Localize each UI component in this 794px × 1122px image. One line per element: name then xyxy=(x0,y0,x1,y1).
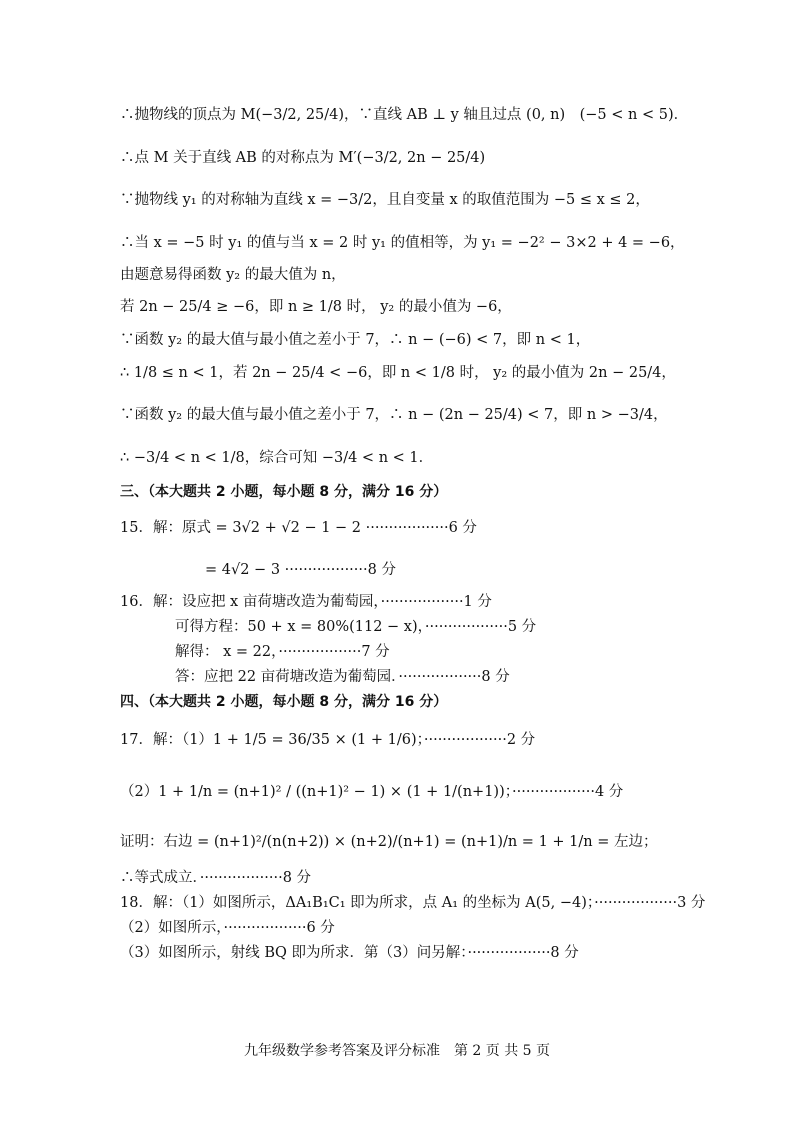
line-axis-of-symmetry: ∵抛物线 y₁ 的对称轴为直线 x = −3/2，且自变量 x 的取值范围为 −5 ≤ x ≤ 2， xyxy=(120,192,650,208)
line-y1-value: ∴当 x = −5 时 y₁ 的值与当 x = 2 时 y₁ 的值相等，为 y₁ = −2² − 3×2 + 4 = −6， xyxy=(120,235,685,251)
section-four-heading: 四、（本大题共 2 小题，每小题 8 分，满分 16 分） xyxy=(120,694,448,710)
line-y2-max: 由题意易得函数 y₂ 的最大值为 n， xyxy=(120,267,346,283)
line-case-1: 若 2n − 25/4 ≥ −6，即 n ≥ 1/8 时， y₂ 的最小值为 −6， xyxy=(120,299,512,315)
q18-line-3: （3）如图所示，射线 BQ 即为所求．第（3）问另解：··················8 分 xyxy=(120,945,579,961)
q15-line-1: 15．解：原式 = 3√2 + √2 − 1 − 2 ··················6 分 xyxy=(120,520,477,536)
line-symmetric-point: ∴点 M 关于直线 AB 的对称点为 M′(−3/2, 2n − 25/4) xyxy=(120,150,486,166)
q17-line-1: 17．解：（1）1 + 1/5 = 36/35 × (1 + 1/6)；··················2 分 xyxy=(120,732,536,748)
q16-line-2: 可得方程：50 + x = 80%(112 − x)，··················5 分 xyxy=(175,619,537,635)
section-three-heading: 三、（本大题共 2 小题，每小题 8 分，满分 16 分） xyxy=(120,484,448,500)
q17-line-2: （2）1 + 1/n = (n+1)² / ((n+1)² − 1) × (1 + 1/(n+1))；··················4 分 xyxy=(120,784,624,800)
line-case-2: ∴ 1/8 ≤ n < 1，若 2n − 25/4 < −6，即 n < 1/8 时， y₂ 的最小值为 2n − 25/4， xyxy=(120,365,676,381)
q18-line-2: （2）如图所示，··················6 分 xyxy=(120,920,335,936)
page-footer: 九年级数学参考答案及评分标准 第 2 页 共 5 页 xyxy=(243,1043,551,1059)
line-vertex: ∴抛物线的顶点为 M(−3/2, 25/4)，∵直线 AB ⊥ y 轴且过点 (0, n) (−5 < n < 5)． xyxy=(120,107,689,123)
q16-line-3: 解得： x = 22，··················7 分 xyxy=(175,644,390,660)
line-difference-2: ∵函数 y₂ 的最大值与最小值之差小于 7，∴ n − (2n − 25/4) < 7，即 n > −3/4， xyxy=(120,407,668,423)
q16-line-1: 16．解：设应把 x 亩荷塘改造为葡萄园，··················1 分 xyxy=(120,594,492,610)
q16-line-4: 答：应把 22 亩荷塘改造为葡萄园．··················8 分 xyxy=(175,669,510,685)
q18-line-1: 18．解：（1）如图所示，ΔA₁B₁C₁ 即为所求，点 A₁ 的坐标为 A(5, −4)；··················3 分 xyxy=(120,895,706,911)
q17-conclusion: ∴等式成立．··················8 分 xyxy=(120,870,312,886)
q15-line-2: = 4√2 − 3 ··················8 分 xyxy=(205,562,396,578)
line-conclusion: ∴ −3/4 < n < 1/8，综合可知 −3/4 < n < 1． xyxy=(120,450,434,466)
q17-proof: 证明：右边 = (n+1)²/(n(n+2)) × (n+2)/(n+1) = (n+1)/n = 1 + 1/n = 左边； xyxy=(120,834,658,850)
line-difference-1: ∵函数 y₂ 的最大值与最小值之差小于 7，∴ n − (−6) < 7，即 n < 1， xyxy=(120,332,591,348)
